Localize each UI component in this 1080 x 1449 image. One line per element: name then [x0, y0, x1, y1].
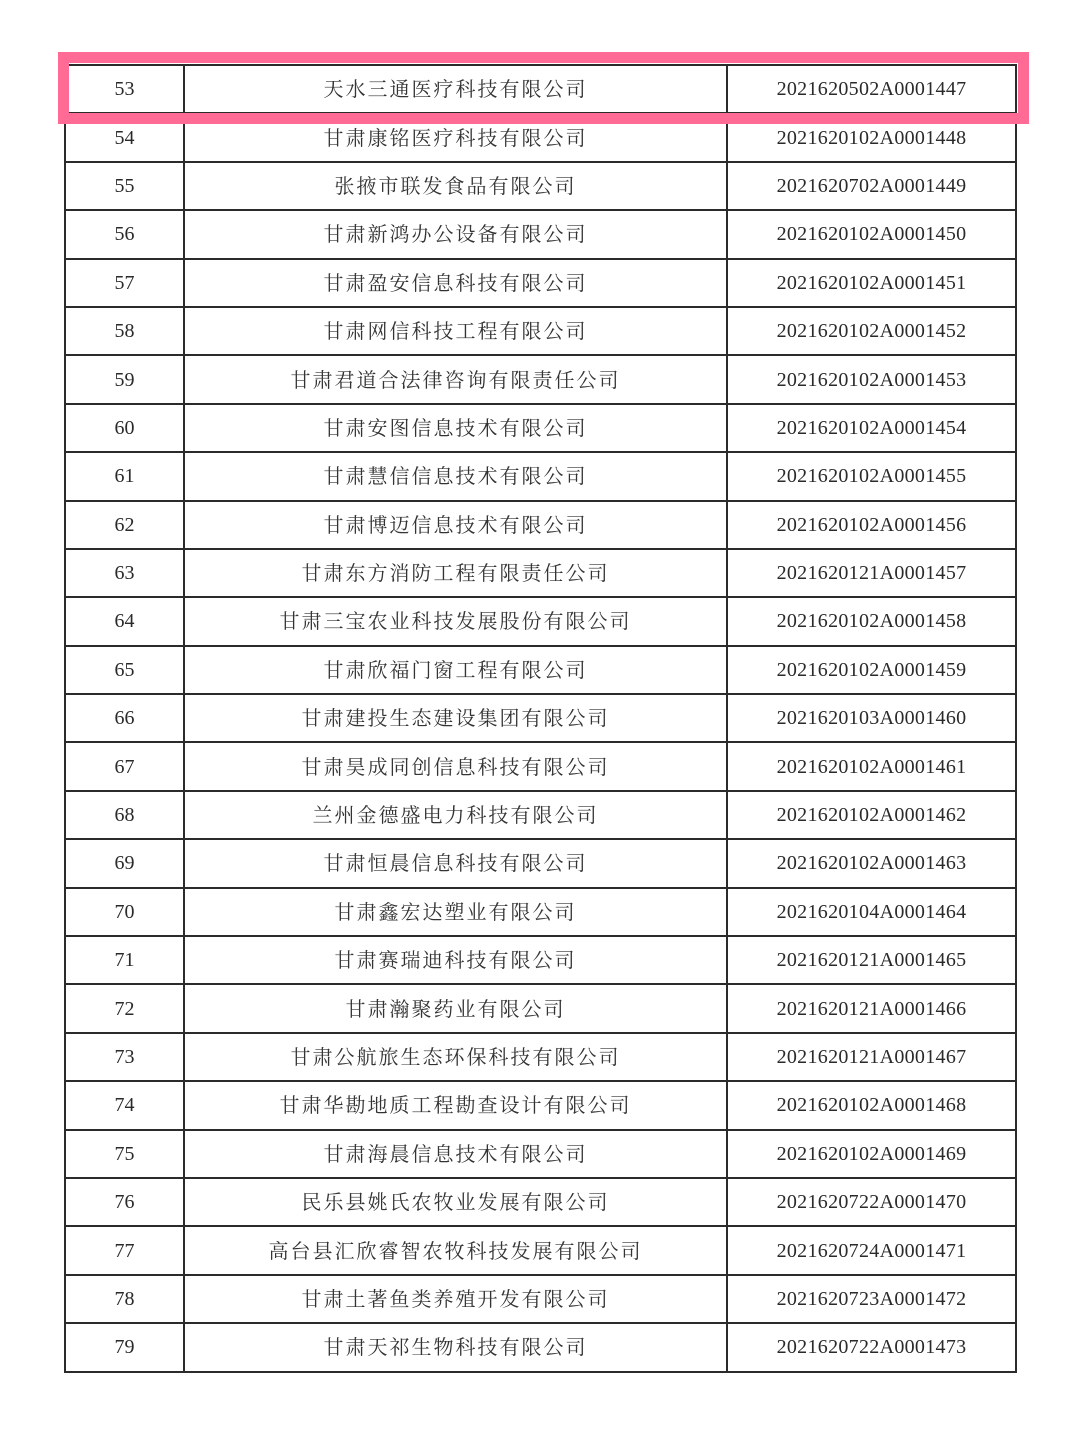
- registration-code: 2021620102A0001469: [727, 1130, 1016, 1178]
- registration-code: 2021620102A0001468: [727, 1081, 1016, 1129]
- row-number: 57: [65, 259, 184, 307]
- company-name: 甘肃建投生态建设集团有限公司: [184, 694, 727, 742]
- registration-code: 2021620121A0001466: [727, 984, 1016, 1032]
- registration-code: 2021620702A0001449: [727, 162, 1016, 210]
- company-name: 高台县汇欣睿智农牧科技发展有限公司: [184, 1226, 727, 1274]
- company-name: 甘肃康铭医疗科技有限公司: [184, 113, 727, 161]
- registration-code: 2021620722A0001473: [727, 1323, 1016, 1371]
- row-number: 55: [65, 162, 184, 210]
- company-name: 甘肃瀚聚药业有限公司: [184, 984, 727, 1032]
- row-number: 69: [65, 839, 184, 887]
- table-row: [65, 1275, 1016, 1323]
- company-registry-table: [64, 64, 1017, 1373]
- row-number: 71: [65, 936, 184, 984]
- row-number: 54: [65, 113, 184, 161]
- row-number: 59: [65, 355, 184, 403]
- row-number: 79: [65, 1323, 184, 1371]
- row-number: 63: [65, 549, 184, 597]
- registration-code: 2021620502A0001447: [727, 65, 1016, 113]
- row-number: 64: [65, 597, 184, 645]
- table-row: [65, 65, 1016, 113]
- table-row: [65, 1033, 1016, 1081]
- table-row: [65, 888, 1016, 936]
- company-name: 甘肃海晨信息技术有限公司: [184, 1130, 727, 1178]
- company-name: 甘肃博迈信息技术有限公司: [184, 501, 727, 549]
- registration-code: 2021620723A0001472: [727, 1275, 1016, 1323]
- row-number: 70: [65, 888, 184, 936]
- table-row: [65, 1081, 1016, 1129]
- row-number: 77: [65, 1226, 184, 1274]
- table-row: [65, 113, 1016, 161]
- row-number: 67: [65, 742, 184, 790]
- company-name: 甘肃盈安信息科技有限公司: [184, 259, 727, 307]
- row-number: 68: [65, 791, 184, 839]
- company-name: 天水三通医疗科技有限公司: [184, 65, 727, 113]
- row-number: 76: [65, 1178, 184, 1226]
- company-name: 甘肃慧信信息技术有限公司: [184, 452, 727, 500]
- registration-code: 2021620102A0001459: [727, 646, 1016, 694]
- company-name: 甘肃公航旅生态环保科技有限公司: [184, 1033, 727, 1081]
- table-row: [65, 646, 1016, 694]
- registration-code: 2021620102A0001463: [727, 839, 1016, 887]
- table-row: [65, 1178, 1016, 1226]
- table-row: [65, 501, 1016, 549]
- table-row: [65, 1130, 1016, 1178]
- table-row: [65, 742, 1016, 790]
- company-name: 民乐县姚氏农牧业发展有限公司: [184, 1178, 727, 1226]
- company-name: 甘肃赛瑞迪科技有限公司: [184, 936, 727, 984]
- registration-code: 2021620102A0001454: [727, 404, 1016, 452]
- company-name: 甘肃恒晨信息科技有限公司: [184, 839, 727, 887]
- row-number: 53: [65, 65, 184, 113]
- registration-code: 2021620102A0001458: [727, 597, 1016, 645]
- row-number: 78: [65, 1275, 184, 1323]
- table-row: [65, 984, 1016, 1032]
- company-name: 甘肃华勘地质工程勘查设计有限公司: [184, 1081, 727, 1129]
- registration-code: 2021620102A0001453: [727, 355, 1016, 403]
- table-row: [65, 936, 1016, 984]
- table-row: [65, 452, 1016, 500]
- company-name: 甘肃土著鱼类养殖开发有限公司: [184, 1275, 727, 1323]
- table-row: [65, 694, 1016, 742]
- table-row: [65, 791, 1016, 839]
- registration-code: 2021620102A0001450: [727, 210, 1016, 258]
- row-number: 61: [65, 452, 184, 500]
- company-name: 甘肃三宝农业科技发展股份有限公司: [184, 597, 727, 645]
- company-name: 甘肃鑫宏达塑业有限公司: [184, 888, 727, 936]
- company-name: 甘肃昊成同创信息科技有限公司: [184, 742, 727, 790]
- table-row: [65, 839, 1016, 887]
- row-number: 74: [65, 1081, 184, 1129]
- table-row: [65, 307, 1016, 355]
- row-number: 60: [65, 404, 184, 452]
- company-name: 甘肃君道合法律咨询有限责任公司: [184, 355, 727, 403]
- company-name: 甘肃网信科技工程有限公司: [184, 307, 727, 355]
- registration-code: 2021620724A0001471: [727, 1226, 1016, 1274]
- registration-code: 2021620722A0001470: [727, 1178, 1016, 1226]
- row-number: 58: [65, 307, 184, 355]
- table-row: [65, 210, 1016, 258]
- row-number: 56: [65, 210, 184, 258]
- row-number: 66: [65, 694, 184, 742]
- row-number: 73: [65, 1033, 184, 1081]
- table-row: [65, 1323, 1016, 1371]
- table-row: [65, 162, 1016, 210]
- company-name: 甘肃新鸿办公设备有限公司: [184, 210, 727, 258]
- row-number: 75: [65, 1130, 184, 1178]
- row-number: 62: [65, 501, 184, 549]
- registration-code: 2021620104A0001464: [727, 888, 1016, 936]
- registration-code: 2021620102A0001461: [727, 742, 1016, 790]
- registration-code: 2021620102A0001448: [727, 113, 1016, 161]
- registration-code: 2021620103A0001460: [727, 694, 1016, 742]
- registration-code: 2021620102A0001456: [727, 501, 1016, 549]
- table-row: [65, 404, 1016, 452]
- registration-code: 2021620102A0001455: [727, 452, 1016, 500]
- table-row: [65, 1226, 1016, 1274]
- registration-code: 2021620121A0001457: [727, 549, 1016, 597]
- registration-code: 2021620121A0001467: [727, 1033, 1016, 1081]
- company-name: 甘肃安图信息技术有限公司: [184, 404, 727, 452]
- table-body: [65, 65, 1016, 1372]
- row-number: 72: [65, 984, 184, 1032]
- registration-code: 2021620102A0001452: [727, 307, 1016, 355]
- table-row: [65, 549, 1016, 597]
- company-name: 兰州金德盛电力科技有限公司: [184, 791, 727, 839]
- table-row: [65, 597, 1016, 645]
- registration-code: 2021620102A0001462: [727, 791, 1016, 839]
- registration-code: 2021620102A0001451: [727, 259, 1016, 307]
- company-name: 甘肃欣福门窗工程有限公司: [184, 646, 727, 694]
- company-name: 甘肃东方消防工程有限责任公司: [184, 549, 727, 597]
- registration-code: 2021620121A0001465: [727, 936, 1016, 984]
- table-row: [65, 355, 1016, 403]
- row-number: 65: [65, 646, 184, 694]
- table-row: [65, 259, 1016, 307]
- company-name: 甘肃天祁生物科技有限公司: [184, 1323, 727, 1371]
- company-name: 张掖市联发食品有限公司: [184, 162, 727, 210]
